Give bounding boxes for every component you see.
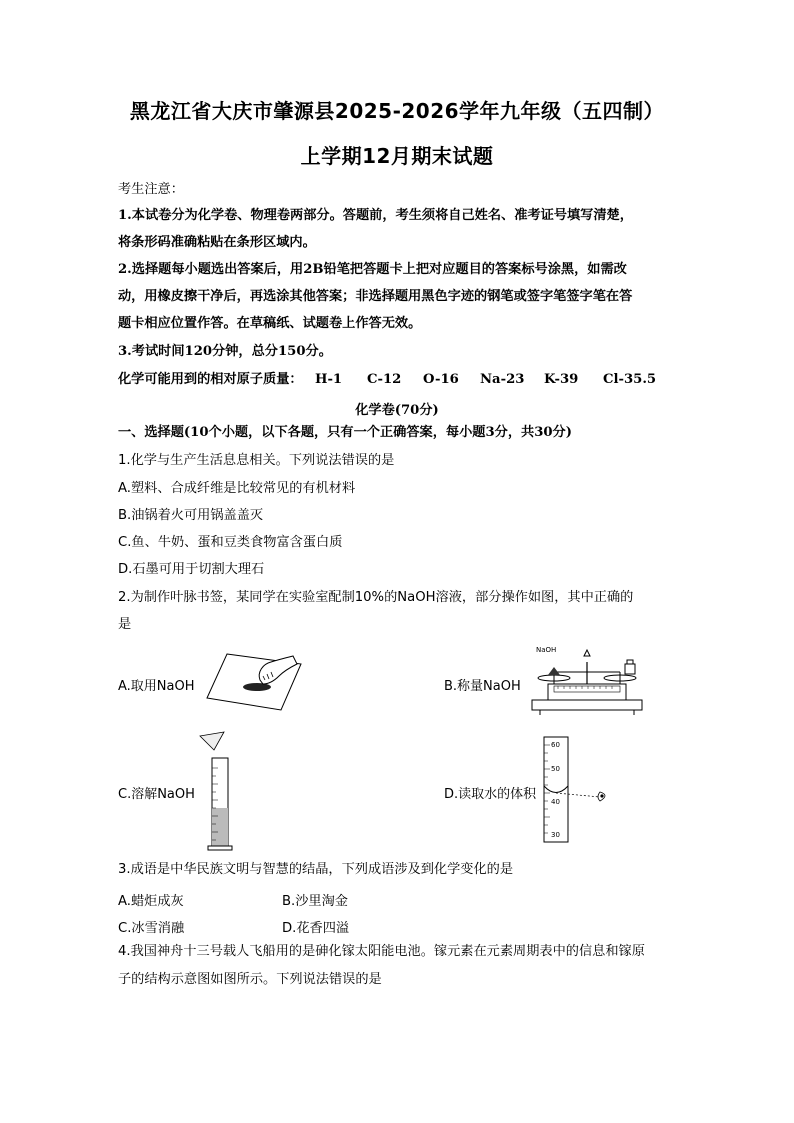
atomic-mass-c: C-12 [367, 372, 402, 387]
beaker-and-cylinder-figure [198, 730, 238, 852]
notice-item-2a: 2.选择题每小题选出答案后，用2B铅笔把答题卡上把对应题目的答案标号涂黑，如需改 [118, 262, 627, 277]
atomic-mass-k: K-39 [544, 372, 579, 387]
q4-stem-a: 4.我国神舟十三号载人飞船用的是砷化镓太阳能电池。镓元素在元素周期表中的信息和镓原 [118, 944, 645, 959]
balance-scale-figure [528, 642, 646, 716]
q1-option-b: B.油锅着火可用锅盖盖灭 [118, 508, 264, 523]
notice-heading: 考生注意： [118, 182, 184, 197]
q3-option-d: D.花香四溢 [282, 921, 350, 936]
section-title: 化学卷(70分) [355, 403, 439, 418]
balance-naoh-label: NaOH [536, 646, 557, 654]
q3-stem: 3.成语是中华民族文明与智慧的结晶，下列成语涉及到化学变化的是 [118, 862, 514, 877]
notice-item-1a: 1.本试卷分为化学卷、物理卷两部分。答题前，考生须将自己姓名、准考证号填写清楚， [118, 208, 633, 223]
exam-title-line1: 黑龙江省大庆市肇源县2025-2026学年九年级（五四制） [129, 99, 665, 123]
q1-option-a: A.塑料、合成纤维是比较常见的有机材料 [118, 481, 356, 496]
q2-stem-a: 2.为制作叶脉书签，某同学在实验室配制10%的NaOH溶液，部分操作如图，其中正确的 [118, 590, 634, 605]
atomic-mass-h: H-1 [315, 372, 343, 387]
cylinder-tick-50: 50 [551, 765, 560, 773]
q4-stem-b: 子的结构示意图如图所示。下列说法错误的是 [118, 972, 382, 987]
hand-taking-naoh-figure [205, 650, 305, 712]
notice-item-1b: 将条形码准确粘贴在条形区域内。 [118, 235, 316, 250]
q2-option-b: B.称量NaOH [444, 679, 521, 694]
atomic-mass-label: 化学可能用到的相对原子质量： [118, 372, 303, 387]
q2-option-c: C.溶解NaOH [118, 787, 195, 802]
graduated-cylinder-reading-figure [540, 735, 620, 845]
cylinder-tick-30: 30 [551, 831, 560, 839]
notice-item-2b: 动，用橡皮擦干净后，再选涂其他答案；非选择题用黑色字迹的钢笔或签字笔签字笔在答 [118, 289, 633, 304]
q1-stem: 1.化学与生产生活息息相关。下列说法错误的是 [118, 453, 395, 468]
exam-title-line2: 上学期12月期末试题 [300, 144, 494, 168]
atomic-mass-o: O-16 [423, 372, 459, 387]
notice-item-3: 3.考试时间120分钟，总分150分。 [118, 344, 332, 359]
part1-heading: 一、选择题(10个小题，以下各题，只有一个正确答案，每小题3分，共30分) [118, 425, 572, 440]
q2-stem-b: 是 [118, 617, 132, 632]
atomic-mass-cl: Cl-35.5 [603, 372, 657, 387]
notice-item-2c: 题卡相应位置作答。在草稿纸、试题卷上作答无效。 [118, 316, 422, 331]
q3-option-a: A.蜡炬成灰 [118, 894, 184, 909]
q1-option-d: D.石墨可用于切割大理石 [118, 562, 265, 577]
atomic-mass-row [118, 372, 688, 390]
q3-option-b: B.沙里淘金 [282, 894, 348, 909]
q3-option-c: C.冰雪消融 [118, 921, 185, 936]
atomic-mass-na: Na-23 [480, 372, 525, 387]
q1-option-c: C.鱼、牛奶、蛋和豆类食物富含蛋白质 [118, 535, 343, 550]
q2-option-a: A.取用NaOH [118, 679, 195, 694]
q2-option-d: D.读取水的体积 [444, 787, 537, 802]
cylinder-tick-40: 40 [551, 798, 560, 806]
cylinder-tick-60: 60 [551, 741, 560, 749]
